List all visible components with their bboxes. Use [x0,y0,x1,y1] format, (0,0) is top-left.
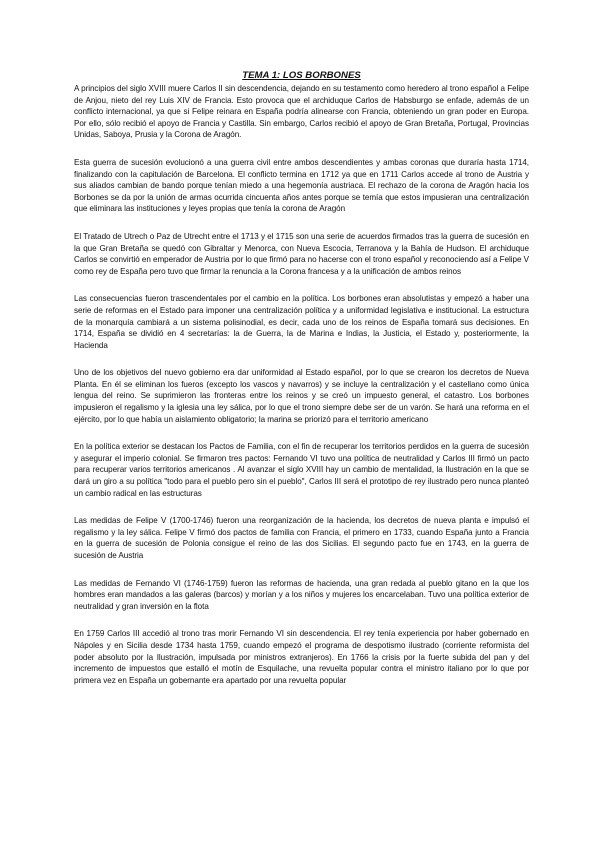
paragraph-foreign-policy: En la política exterior se destacan los Pactos de Familia, con el fin de recuperar los territorios perdidos en la guerra de sucesión y asegurar el imperio colonial. Se firmaron tres pactos: Fernando VI tuvo una política de neutralidad y Carlos III firmó un pacto para recuperar varios territorios americanos . Al avanzar el siglo XVIII hay un cambio de mentalidad, la Ilustración en la que se dará un giro a su política "todo para el pueblo pero sin el pueblo", Carlos III será el prototipo de rey ilustrado pero nunca planteó un cambio radical en las estructuras [74,442,529,498]
paragraph-consequences: Las consecuencias fueron trascendentales por el cambio en la política. Los borbones eran absolutistas y empezó a haber una serie de reformas en el Estado para imponer una centralización política y a uniformidad legislativa e institucional. La estructura de la monarquía cambiará a un sistema polisinodial, es decir, cada uno de los reinos de España tomará sus decisiones. En 1714, España se dividió en 4 secretarías: la de Guerra, la de Marina e Indias, la Justicia, el Estado y, posteriormente, la Hacienda [74,294,529,350]
paragraph-civil-war: Esta guerra de sucesión evolucionó a una guerra civil entre ambos descendientes y ambas coronas que duraría hasta 1714, finalizando con la capitulación de Barcelona. El conflicto termina en 1712 ya que en 1711 Carlos accede al trono de Austria y sus aliados cambian de bando porque tenían miedo a una hegemonía austriaca. El rechazo de la corona de Aragón hacia los Borbones se da por la unión de armas ocurrida cincuenta años antes porque se temía que estos impusieran una centralización que eliminara las instituciones y leyes propias que tenía la corona de Aragón [74,157,529,214]
paragraph-fernando-vi: Las medidas de Fernando VI (1746-1759) fueron las reformas de hacienda, una gran redada al pueblo gitano en la que los hombres eran mandados a las galeras (barcos) y morían y a los niños y mujeres los encarcelaban. Tuvo una política exterior de neutralidad y gran inversión en la flota [74,578,529,611]
paragraph-succession-origin: A principios del siglo XVIII muere Carlos II sin descendencia, dejando en su testamento como heredero al trono español a Felipe de Anjou, nieto del rey Luis XIV de Francia. Esto provoca que el archiduque Carlos de Habsburgo se enfade, además de un conflicto internacional, ya que si Felipe reinara en España podría alinearse con Francia, obteniendo un gran poder en Europa. Por ello, sólo recibió el apoyo de Francia y Castilla. Sin embargo, Carlos recibió el apoyo de Gran Bretaña, Portugal, Provincias Unidas, Saboya, Prusia y la Corona de Aragón. [74,84,529,140]
document-title: TEMA 1: LOS BORBONES [242,70,361,81]
paragraph-carlos-iii: En 1759 Carlos III accedió al trono tras morir Fernando VI sin descendencia. El rey tenía experiencia por haber gobernado en Nápoles y en Sicilia desde 1734 hasta 1759, cuando empezó el programa de despotismo ilustrado (corriente reformista del poder absoluto por la Ilustración, impulsada por ministros extranjeros). En 1766 la crisis por la fuerte subida del pan y del incremento de impuestos que estalló el motín de Esquilache, una revuelta popular contra el ministro italiano por lo que por primera vez en España un gobernante era apartado por una revuelta popular [74,629,529,685]
paragraph-felipe-v: Las medidas de Felipe V (1700-1746) fueron una reorganización de la hacienda, los decretos de nueva planta e impulsó el regalismo y la ley sálica. Felipe V firmó dos pactos de familia con Francia, el primero en 1733, cuando España junto a Francia en la guerra de sucesión de Polonia consigue el reino de las dos Sicilias. El segundo pacto fue en 1743, en la guerra de sucesión de Austria [74,516,529,560]
paragraph-utrecht-treaty: El Tratado de Utrech o Paz de Utrecht entre el 1713 y el 1715 son una serie de acuerdos firmados tras la guerra de sucesión en la que Gran Bretaña se quedó con Gibraltar y Menorca, con Nueva Escocia, Terranova y la Bahía de Hudson. El archiduque Carlos se convirtió en emperador de Austria por lo que firmó para no hacerse con el trono español y reconociendo así a Felipe V como rey de España pero tuvo que firmar la renuncia a la Corona francesa y a la unificación de ambos reinos [74,231,529,276]
paragraph-nueva-planta: Uno de los objetivos del nuevo gobierno era dar uniformidad al Estado español, por lo que se crearon los decretos de Nueva Planta. En él se eliminan los fueros (excepto los vascos y navarros) y se incluye la centralización y el castellano como única lengua del reino. Se suprimieron las fronteras entre los reinos y se creó un impuesto general, el catastro. Los borbones impusieron el regalismo y la iglesia una ley sálica, por lo que el trono siempre debe ser de un varón. Se hará una reforma en el ejército, por lo que había un aislamiento obligatorio; la marina se priorizó para el territorio americano [74,368,529,424]
